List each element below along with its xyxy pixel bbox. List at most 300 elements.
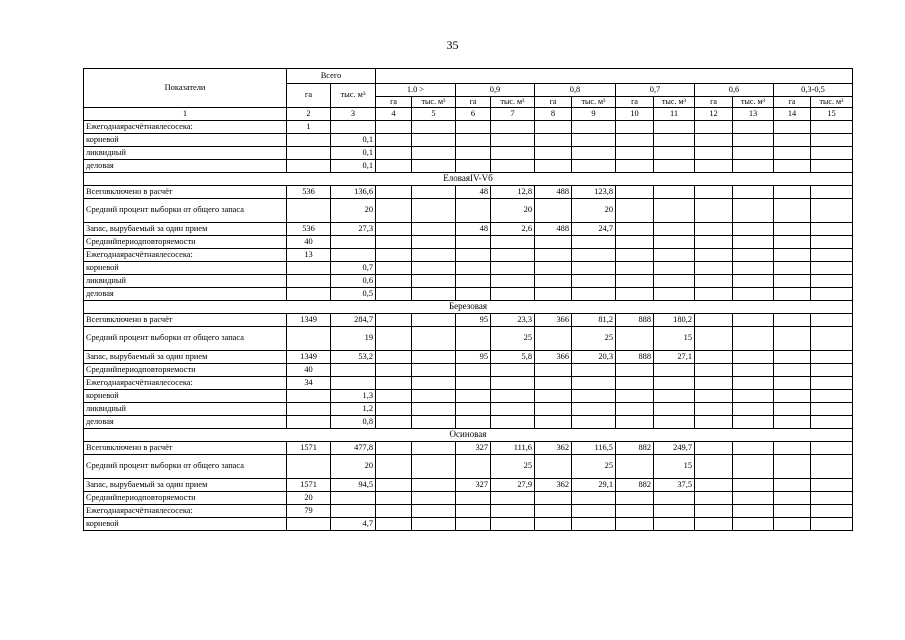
table-cell: [695, 236, 733, 249]
table-cell: [733, 262, 774, 275]
table-cell: [535, 134, 572, 147]
table-cell: [695, 442, 733, 455]
table-cell: [456, 134, 491, 147]
table-cell: 81,2: [572, 314, 616, 327]
column-number: 13: [733, 108, 774, 121]
table-cell: 180,2: [654, 314, 695, 327]
table-cell: [733, 403, 774, 416]
table-cell: [456, 160, 491, 173]
table-cell: [654, 134, 695, 147]
table-cell: [456, 249, 491, 262]
table-cell: 20,3: [572, 351, 616, 364]
table-cell: [491, 288, 535, 301]
table-cell: [535, 416, 572, 429]
table-cell: [695, 314, 733, 327]
page-number: 35: [446, 38, 459, 52]
table-cell: [733, 377, 774, 390]
table-row: [84, 327, 853, 351]
table-cell: 25: [491, 327, 535, 351]
table-cell: [412, 455, 456, 479]
table-cell: [331, 505, 376, 518]
table-cell: [456, 377, 491, 390]
table-cell: [376, 134, 412, 147]
table-cell: [535, 160, 572, 173]
table-cell: 1,3: [331, 390, 376, 403]
table-cell: [287, 455, 331, 479]
table-cell: 488: [535, 223, 572, 236]
column-number: 9: [572, 108, 616, 121]
table-cell: [654, 377, 695, 390]
table-cell: [811, 364, 853, 377]
table-cell: 40: [287, 364, 331, 377]
table-cell: 327: [456, 479, 491, 492]
table-cell: [376, 351, 412, 364]
table-cell: [774, 121, 811, 134]
table-cell: [491, 275, 535, 288]
table-cell: 24,7: [572, 223, 616, 236]
table-cell: [331, 236, 376, 249]
column-number: 2: [287, 108, 331, 121]
table-cell: [376, 199, 412, 223]
row-label: корневой: [84, 262, 287, 275]
table-cell: 34: [287, 377, 331, 390]
table-cell: [733, 288, 774, 301]
table-cell: [774, 364, 811, 377]
table-cell: [535, 249, 572, 262]
table-cell: [774, 160, 811, 173]
table-cell: [654, 364, 695, 377]
row-label: Ежегоднаярасчётнаялесосека:: [84, 249, 287, 262]
column-number: 11: [654, 108, 695, 121]
table-cell: [535, 390, 572, 403]
table-cell: 1349: [287, 314, 331, 327]
table-cell: [733, 442, 774, 455]
table-cell: [654, 262, 695, 275]
table-cell: [535, 377, 572, 390]
table-cell: [491, 236, 535, 249]
table-cell: [456, 262, 491, 275]
table-cell: 0,6: [331, 275, 376, 288]
column-number: 7: [491, 108, 535, 121]
header-ga: га: [376, 97, 412, 108]
table-cell: [376, 236, 412, 249]
table-cell: [412, 223, 456, 236]
table-cell: 95: [456, 314, 491, 327]
table-cell: [376, 479, 412, 492]
column-number: 4: [376, 108, 412, 121]
table-cell: [774, 327, 811, 351]
table-cell: [412, 121, 456, 134]
row-label: Всеговключено в расчёт: [84, 314, 287, 327]
table-cell: [456, 518, 491, 531]
table-header: [84, 69, 853, 121]
row-label: Средний процент выборки от общего запаса: [84, 455, 287, 479]
table-cell: [535, 262, 572, 275]
table-cell: [491, 377, 535, 390]
table-cell: [733, 275, 774, 288]
table-row: [84, 147, 853, 160]
table-cell: 488: [535, 186, 572, 199]
table-cell: [572, 390, 616, 403]
table-cell: [535, 236, 572, 249]
table-cell: 15: [654, 455, 695, 479]
header-group: 1.0 >: [376, 84, 456, 97]
table-cell: [695, 455, 733, 479]
table-cell: [572, 403, 616, 416]
section-row: [84, 429, 853, 442]
table-cell: [654, 121, 695, 134]
column-number: 12: [695, 108, 733, 121]
column-number: 15: [811, 108, 853, 121]
table-cell: [774, 186, 811, 199]
column-number: 10: [616, 108, 654, 121]
table-cell: [572, 249, 616, 262]
table-cell: [376, 262, 412, 275]
table-cell: [733, 249, 774, 262]
table-cell: [733, 455, 774, 479]
table-cell: [491, 416, 535, 429]
table-cell: [376, 518, 412, 531]
table-cell: [774, 377, 811, 390]
table-cell: 882: [616, 479, 654, 492]
row-label: Всеговключено в расчёт: [84, 442, 287, 455]
table-cell: 20: [572, 199, 616, 223]
section-title: ЕловаяIV-Vб: [84, 173, 853, 186]
table-cell: [811, 236, 853, 249]
table-cell: [811, 351, 853, 364]
table-cell: [733, 416, 774, 429]
table-cell: [331, 377, 376, 390]
header-group: 0,7: [616, 84, 695, 97]
row-label: Запас, вырубаемый за один прием: [84, 223, 287, 236]
table-cell: 95: [456, 351, 491, 364]
table-cell: [412, 236, 456, 249]
table-cell: 327: [456, 442, 491, 455]
table-cell: [287, 160, 331, 173]
table-cell: [811, 377, 853, 390]
table-cell: 888: [616, 351, 654, 364]
table-cell: [733, 199, 774, 223]
table-cell: [811, 442, 853, 455]
table-cell: [412, 199, 456, 223]
table-cell: [811, 403, 853, 416]
table-cell: 1349: [287, 351, 331, 364]
table-cell: 0,5: [331, 288, 376, 301]
table-cell: [654, 223, 695, 236]
table-cell: [572, 518, 616, 531]
table-cell: [535, 518, 572, 531]
table-cell: [331, 249, 376, 262]
table-cell: [774, 518, 811, 531]
header-tys: тыс. м³: [491, 97, 535, 108]
table-cell: [412, 518, 456, 531]
table-cell: [331, 121, 376, 134]
row-label: Среднийпериодповторяемости: [84, 236, 287, 249]
table-cell: [695, 351, 733, 364]
table-cell: [287, 390, 331, 403]
table-cell: [456, 121, 491, 134]
table-cell: 25: [572, 455, 616, 479]
table-cell: [456, 236, 491, 249]
table-cell: [733, 364, 774, 377]
table-cell: [491, 160, 535, 173]
table-cell: 116,5: [572, 442, 616, 455]
table-cell: [695, 327, 733, 351]
table-cell: 27,1: [654, 351, 695, 364]
table-cell: [616, 327, 654, 351]
table-cell: 111,6: [491, 442, 535, 455]
table-cell: 362: [535, 442, 572, 455]
table-cell: [491, 390, 535, 403]
table-cell: [733, 351, 774, 364]
table-cell: [287, 147, 331, 160]
table-cell: [376, 455, 412, 479]
table-cell: [456, 492, 491, 505]
header-tys: тыс. м³: [331, 84, 376, 108]
table-cell: [733, 518, 774, 531]
column-number: 1: [84, 108, 287, 121]
table-cell: [456, 505, 491, 518]
table-cell: [695, 416, 733, 429]
table-cell: [376, 186, 412, 199]
table-cell: [616, 364, 654, 377]
table-row: [84, 134, 853, 147]
table-cell: [376, 249, 412, 262]
table-row: [84, 199, 853, 223]
table-row: [84, 186, 853, 199]
table-cell: [412, 364, 456, 377]
table-cell: [695, 479, 733, 492]
table-cell: [535, 199, 572, 223]
table-cell: [654, 147, 695, 160]
table-cell: 27,3: [331, 223, 376, 236]
table-cell: [774, 505, 811, 518]
table-cell: [376, 364, 412, 377]
table-cell: [491, 121, 535, 134]
table-cell: 20: [331, 199, 376, 223]
table-cell: [376, 403, 412, 416]
table-cell: 366: [535, 314, 572, 327]
row-label: Среднийпериодповторяемости: [84, 492, 287, 505]
table-cell: [572, 364, 616, 377]
table-cell: [535, 288, 572, 301]
table-cell: [654, 236, 695, 249]
table-cell: 25: [572, 327, 616, 351]
table-row: [84, 351, 853, 364]
table-row: [84, 377, 853, 390]
table-cell: [616, 236, 654, 249]
table-cell: [616, 505, 654, 518]
table-cell: [616, 403, 654, 416]
table-cell: [535, 147, 572, 160]
table-cell: [774, 134, 811, 147]
table-cell: [654, 390, 695, 403]
table-cell: [287, 327, 331, 351]
row-label: корневой: [84, 134, 287, 147]
table-cell: 48: [456, 186, 491, 199]
table-cell: [376, 377, 412, 390]
table-cell: [535, 492, 572, 505]
table-row: [84, 160, 853, 173]
table-cell: [616, 390, 654, 403]
table-row: [84, 416, 853, 429]
table-body: [84, 121, 853, 531]
header-group: 0,9: [456, 84, 535, 97]
table-cell: [412, 492, 456, 505]
table-cell: 536: [287, 223, 331, 236]
table-cell: [412, 147, 456, 160]
table-row: [84, 364, 853, 377]
table-cell: [774, 275, 811, 288]
header-group: 0,6: [695, 84, 774, 97]
table-cell: 37,5: [654, 479, 695, 492]
table-cell: [376, 160, 412, 173]
table-cell: [535, 505, 572, 518]
table-cell: 249,7: [654, 442, 695, 455]
table-cell: 536: [287, 186, 331, 199]
table-cell: [412, 288, 456, 301]
table-cell: [287, 403, 331, 416]
table-cell: [695, 134, 733, 147]
table-cell: [811, 121, 853, 134]
table-cell: [774, 492, 811, 505]
table-cell: [376, 505, 412, 518]
table-cell: [572, 147, 616, 160]
row-label: корневой: [84, 518, 287, 531]
table-cell: [572, 121, 616, 134]
table-cell: [572, 236, 616, 249]
table-cell: 362: [535, 479, 572, 492]
table-cell: [774, 199, 811, 223]
table-cell: 5,8: [491, 351, 535, 364]
table-cell: [616, 223, 654, 236]
table-cell: [695, 377, 733, 390]
table-cell: 2,6: [491, 223, 535, 236]
table-cell: [412, 403, 456, 416]
table-row: [84, 236, 853, 249]
column-number: 3: [331, 108, 376, 121]
table-cell: [811, 186, 853, 199]
table-cell: [695, 492, 733, 505]
table-cell: [733, 121, 774, 134]
table-cell: [287, 416, 331, 429]
table-cell: [535, 327, 572, 351]
table-cell: [695, 147, 733, 160]
table-cell: [654, 518, 695, 531]
table-cell: 888: [616, 314, 654, 327]
table-cell: 15: [654, 327, 695, 351]
table-cell: [616, 134, 654, 147]
table-row: [84, 314, 853, 327]
table-cell: [774, 249, 811, 262]
table-cell: [811, 327, 853, 351]
table-cell: [695, 403, 733, 416]
table-cell: [774, 390, 811, 403]
table-cell: [572, 505, 616, 518]
table-cell: [491, 518, 535, 531]
table-cell: 0,1: [331, 134, 376, 147]
table-row: [84, 442, 853, 455]
table-cell: [774, 416, 811, 429]
table-cell: [695, 199, 733, 223]
table-cell: [287, 518, 331, 531]
row-label: корневой: [84, 390, 287, 403]
table-row: [84, 455, 853, 479]
table-cell: [572, 377, 616, 390]
table-cell: [412, 505, 456, 518]
table-row: [84, 390, 853, 403]
table-cell: [287, 262, 331, 275]
table-cell: [535, 364, 572, 377]
table-cell: [535, 455, 572, 479]
header-tys: тыс. м³: [412, 97, 456, 108]
table-cell: [733, 236, 774, 249]
table-cell: 366: [535, 351, 572, 364]
table-row: [84, 288, 853, 301]
table-cell: [733, 314, 774, 327]
table-cell: [412, 314, 456, 327]
section-row: [84, 301, 853, 314]
header-tys: тыс. м³: [654, 97, 695, 108]
header-tys: тыс. м³: [572, 97, 616, 108]
table-cell: [654, 416, 695, 429]
table-cell: [376, 275, 412, 288]
table-row: [84, 223, 853, 236]
table-cell: [616, 147, 654, 160]
table-cell: [491, 147, 535, 160]
table-cell: [811, 160, 853, 173]
table-cell: [376, 492, 412, 505]
table-cell: [376, 327, 412, 351]
table-row: [84, 492, 853, 505]
table-cell: [456, 364, 491, 377]
table-cell: [331, 364, 376, 377]
table-cell: 19: [331, 327, 376, 351]
table-cell: [412, 186, 456, 199]
table-cell: [811, 223, 853, 236]
table-cell: [811, 505, 853, 518]
table-cell: [376, 288, 412, 301]
table-cell: 0,1: [331, 160, 376, 173]
table-cell: [456, 275, 491, 288]
table-cell: 1,2: [331, 403, 376, 416]
row-label: Ежегоднаярасчётнаялесосека:: [84, 377, 287, 390]
table-cell: [811, 275, 853, 288]
row-label: Всеговключено в расчёт: [84, 186, 287, 199]
table-cell: [695, 160, 733, 173]
table-cell: [616, 416, 654, 429]
table-cell: [535, 403, 572, 416]
table-cell: [572, 492, 616, 505]
table-cell: [811, 249, 853, 262]
table-cell: 48: [456, 223, 491, 236]
table-cell: [733, 147, 774, 160]
table-cell: [412, 134, 456, 147]
table-cell: [811, 199, 853, 223]
table-row: [84, 518, 853, 531]
table-cell: [654, 403, 695, 416]
table-cell: 13: [287, 249, 331, 262]
header-group: 0,8: [535, 84, 616, 97]
table-cell: [491, 134, 535, 147]
table-cell: [733, 505, 774, 518]
table-row: [84, 479, 853, 492]
table-cell: [811, 314, 853, 327]
table-cell: 0,1: [331, 147, 376, 160]
table-cell: [654, 288, 695, 301]
table-cell: [811, 416, 853, 429]
table-cell: [572, 275, 616, 288]
